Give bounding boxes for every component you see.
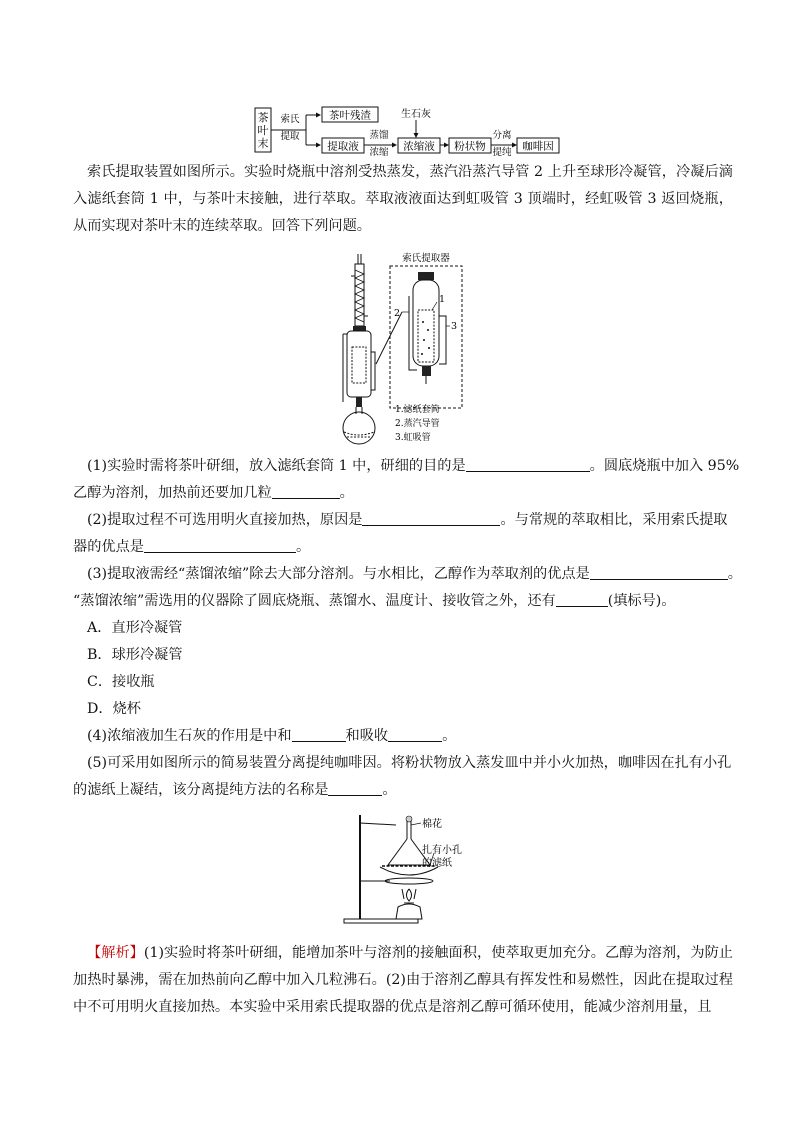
- step2-label-bottom: 浓缩: [369, 147, 389, 157]
- label-2: 2: [394, 308, 401, 319]
- analysis-tag: 【解析】: [87, 945, 144, 961]
- legend-item-3: 3.虹吸管: [395, 433, 431, 443]
- powder-box: 粉状物: [454, 140, 486, 153]
- q3-blank-2[interactable]: [556, 592, 608, 607]
- filter-paper-label-2: 的滤纸: [422, 858, 452, 869]
- question-5-line-2: 的滤纸上凝结，该分离提纯方法的名称是 。: [73, 782, 397, 798]
- question-1-line-2: 乙醇为溶剂，加热前还要加几粒 。: [73, 485, 354, 501]
- start-char-2: 叶: [257, 124, 269, 137]
- start-char-3: 末: [257, 137, 269, 150]
- q2-blank-2[interactable]: [144, 538, 296, 553]
- analysis-paragraph: [73, 940, 733, 1021]
- question-2-line-1: (2)提取过程不可选用明火直接加热，原因是 。与常规的萃取相比，采用索氏提取: [87, 512, 728, 528]
- filter-paper-label-1: 扎有小孔: [422, 845, 462, 856]
- caffeine-box: 咖啡因: [522, 140, 554, 153]
- residue-box: 茶叶残渣: [329, 109, 371, 122]
- quicklime-label: 生石灰: [401, 109, 431, 120]
- analysis-text: (1)实验时将茶叶研细，能增加茶叶与溶剂的接触面积，使萃取更加充分。乙醇为溶剂，为防止加热时暴沸，需在加热前向乙醇中加入几粒沸石。(2)由于溶剂乙醇具有挥发性和易燃性，因此在提取过程中不可用明火直接加热。本实验中采用索氏提取器的优点是溶剂乙醇可循环使用，能减少溶剂用量，且: [73, 945, 733, 1015]
- cotton-label: 棉花: [422, 819, 442, 830]
- q5-blank[interactable]: [328, 781, 382, 796]
- question-1-line-1: (1)实验时需将茶叶研细，放入滤纸套筒 1 中，研细的目的是 。圆底烧瓶中加入 95%: [87, 458, 740, 474]
- question-2-line-2: 器的优点是 。: [73, 539, 311, 555]
- option-a: A．直形冷凝管: [87, 620, 183, 636]
- step2-label-top: 蒸馏: [369, 130, 389, 141]
- q2-blank-1[interactable]: [362, 511, 500, 526]
- sublimation-apparatus-figure: [338, 813, 462, 929]
- q1-blank-1[interactable]: [466, 457, 590, 472]
- question-3-line-2: “蒸馏浓缩”需选用的仪器除了圆底烧瓶、蒸馏水、温度计、接收管之外，还有 (填标号)。: [73, 593, 676, 609]
- option-d: D．烧杯: [87, 701, 141, 717]
- soxhlet-apparatus-figure: [338, 252, 466, 448]
- legend-item-2: 2.蒸汽导管: [395, 419, 440, 429]
- legend-item-1: 1.滤纸套筒: [395, 405, 440, 415]
- step3-label-top: 分离: [492, 130, 512, 141]
- intro-paragraph: 索氏提取装置如图所示。实验时烧瓶中溶剂受热蒸发，蒸汽沿蒸汽导管 2 上升至球形冷凝管，冷凝后滴入滤纸套筒 1 中，与茶叶末接触，进行萃取。萃取液液面达到虹吸管 3 顶端时，经虹吸管 3 返回烧瓶，从而实现对茶叶末的连续萃取。回答下列问题。: [73, 164, 733, 234]
- question-3-line-1: (3)提取液需经“蒸馏浓缩”除去大部分溶剂。与水相比，乙醇作为萃取剂的优点是 。: [87, 566, 742, 582]
- q1-blank-2[interactable]: [272, 484, 340, 499]
- option-c: C．接收瓶: [87, 674, 155, 690]
- extract-box: 提取液: [327, 140, 359, 153]
- start-char-1: 茶: [257, 111, 269, 124]
- question-5-line-1: (5)可采用如图所示的简易装置分离提纯咖啡因。将粉状物放入蒸发皿中并小火加热，咖啡因在扎有小孔: [87, 755, 732, 771]
- step1-label-bottom: 提取: [280, 131, 300, 142]
- q4-blank-1[interactable]: [292, 727, 346, 742]
- label-1: 1: [439, 294, 446, 305]
- q3-blank-1[interactable]: [590, 565, 728, 580]
- q4-blank-2[interactable]: [388, 727, 442, 742]
- concentrate-box: 浓缩液: [403, 140, 435, 153]
- step3-label-bottom: 提纯: [492, 147, 512, 157]
- extractor-box-title: 索氏提取器: [402, 253, 450, 264]
- option-b: B．球形冷凝管: [87, 647, 183, 663]
- question-4-line: (4)浓缩液加生石灰的作用是中和 和吸收 。: [87, 728, 457, 744]
- label-3: 3: [451, 321, 458, 332]
- process-flowchart: [254, 105, 564, 157]
- step1-label-top: 索氏: [280, 114, 300, 125]
